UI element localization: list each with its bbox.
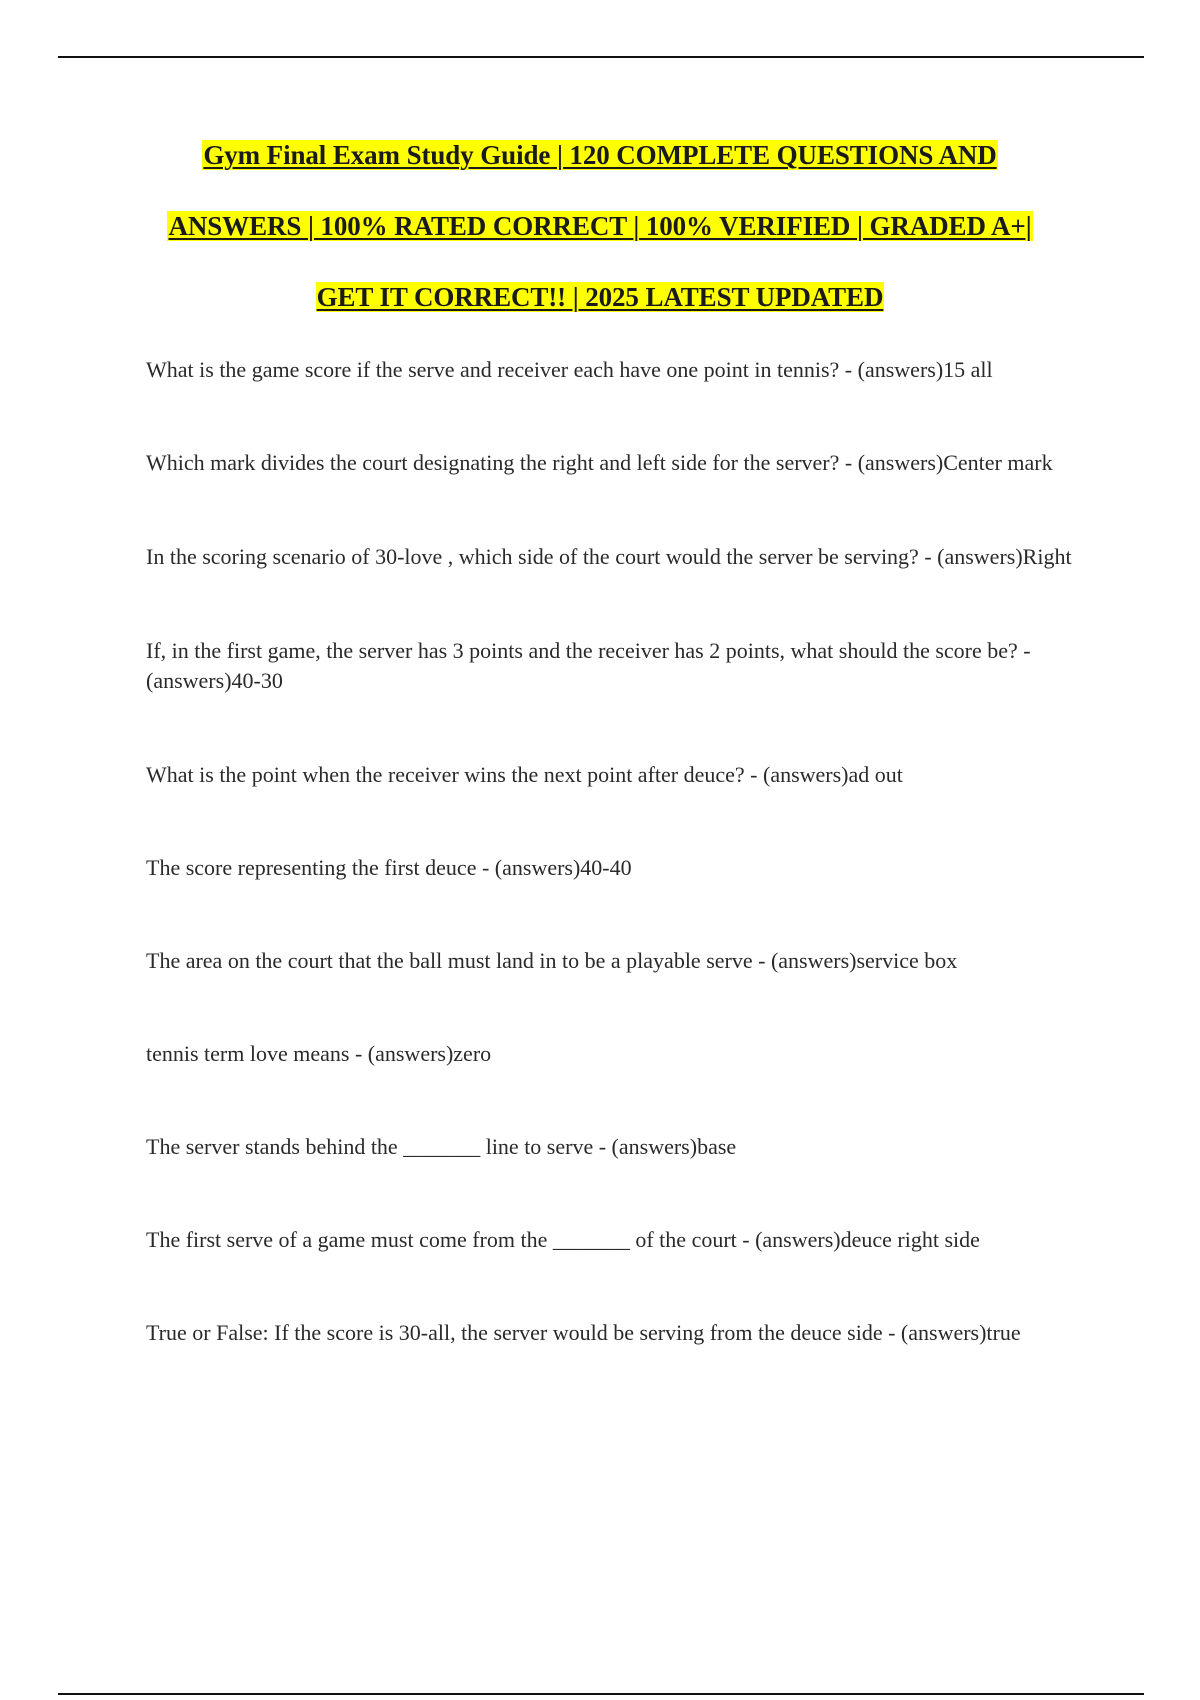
bottom-rule (58, 1693, 1144, 1695)
qa-item-1: What is the game score if the serve and receiver each have one point in tennis? - (answers)15 all (146, 357, 993, 382)
title-line-1: Gym Final Exam Study Guide | 120 COMPLETE QUESTIONS AND (203, 140, 997, 170)
qa-item-7: The area on the court that the ball must land in to be a playable serve - (answers)service box (146, 948, 958, 973)
document-title (60, 140, 1140, 353)
title-line-2: ANSWERS | 100% RATED CORRECT | 100% VERIFIED | GRADED A+| (168, 211, 1032, 241)
top-rule (58, 56, 1144, 58)
qa-item-9: The server stands behind the _______ line to serve - (answers)base (146, 1134, 737, 1159)
qa-item-3: In the scoring scenario of 30-love , which side of the court would the server be serving? - (answers)Right (146, 544, 1072, 569)
qa-item-2: Which mark divides the court designating the right and left side for the server? - (answers)Center mark (146, 450, 1053, 475)
qa-item-8: tennis term love means - (answers)zero (146, 1041, 492, 1066)
qa-item-11: True or False: If the score is 30-all, the server would be serving from the deuce side - (answers)true (146, 1320, 1021, 1345)
qa-item-5: What is the point when the receiver wins the next point after deuce? - (answers)ad out (146, 762, 903, 787)
qa-item-10: The first serve of a game must come from the _______ of the court - (answers)deuce right side (146, 1227, 980, 1252)
qa-item-4: If, in the first game, the server has 3 points and the receiver has 2 points, what should the score be? - (answers)40-30 (146, 638, 1031, 693)
question-answer-list (146, 355, 1096, 1412)
qa-item-6: The score representing the first deuce - (answers)40-40 (146, 855, 632, 880)
title-line-3: GET IT CORRECT!! | 2025 LATEST UPDATED (316, 282, 884, 312)
